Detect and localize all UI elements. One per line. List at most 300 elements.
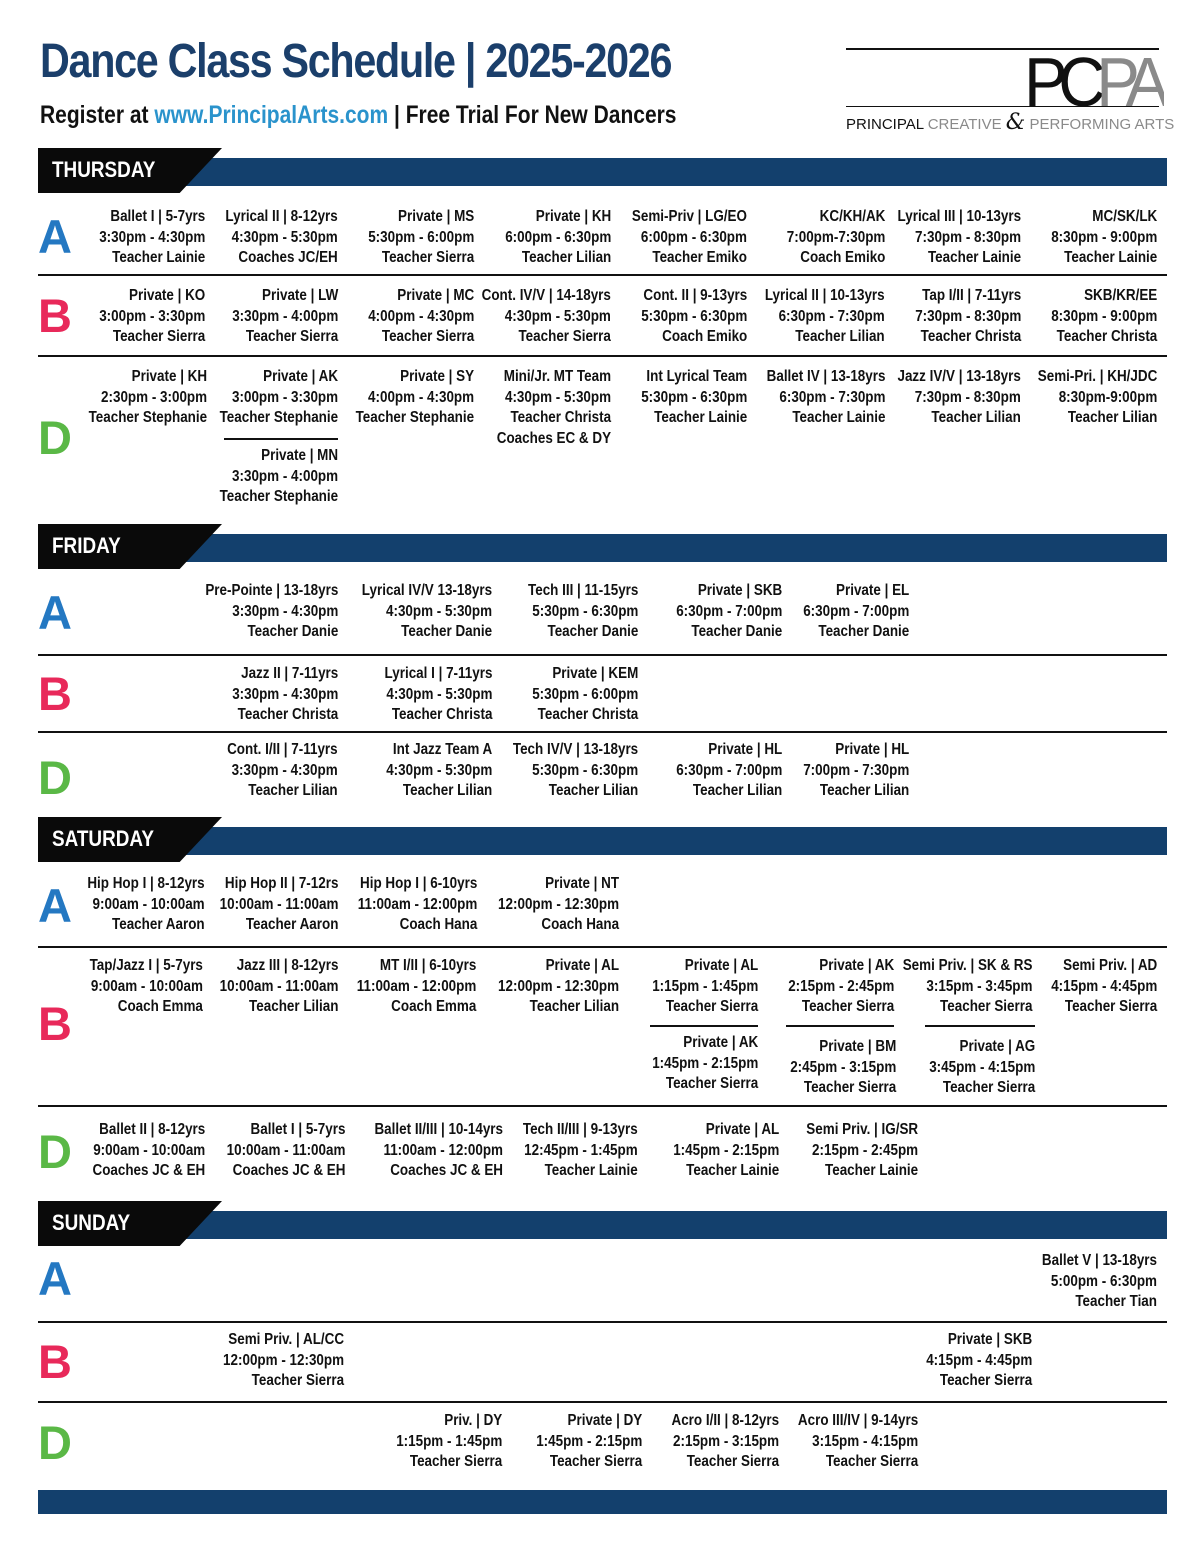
class-instructor: Teacher Sierra: [245, 328, 338, 345]
class-name: Tech IV/V | 13-18yrs: [512, 741, 638, 758]
class-entry: [99, 207, 205, 269]
class-entry: [1042, 1251, 1157, 1313]
class-instructor: Teacher Lilian: [248, 782, 338, 799]
class-name: Private | KO: [128, 287, 205, 304]
class-name: Semi-Pri. | KH/JDC: [1037, 368, 1157, 385]
class-time: 6:00pm - 6:30pm: [640, 228, 747, 246]
class-name: Private | NT: [545, 875, 619, 892]
class-name: Ballet V | 13-18yrs: [1041, 1252, 1157, 1269]
class-name: Lyrical IV/V 13-18yrs: [361, 582, 492, 599]
class-entry: [226, 207, 338, 269]
class-time: 1:45pm - 2:15pm: [672, 1141, 779, 1159]
class-entry: [788, 956, 894, 1018]
class-instructor: Teacher Lainie: [791, 409, 885, 426]
room-label-d: D: [38, 1416, 72, 1469]
class-name: Acro III/IV | 9-14yrs: [797, 1412, 918, 1429]
class-instructor: Teacher Sierra: [112, 328, 205, 345]
class-entry: [396, 1411, 502, 1473]
class-instructor: Teacher Lilian: [692, 782, 782, 799]
class-instructor: Teacher Lilian: [521, 249, 611, 266]
class-instructor: Teacher Sierra: [251, 1372, 344, 1389]
class-time: 3:30pm - 4:30pm: [231, 761, 338, 779]
class-name: Ballet II | 8-12yrs: [98, 1121, 205, 1138]
class-name: SKB/KR/EE: [1083, 287, 1157, 304]
class-time: 3:30pm - 4:30pm: [231, 602, 338, 620]
class-instructor: Teacher Sierra: [939, 998, 1032, 1015]
class-entry: [1051, 286, 1157, 348]
class-entry: [88, 874, 205, 936]
class-time: 4:30pm - 5:30pm: [231, 228, 338, 246]
class-entry: [362, 581, 492, 643]
class-name: Lyrical II | 10-13yrs: [765, 287, 885, 304]
class-entry: [356, 956, 476, 1018]
class-time: 10:00am - 11:00am: [219, 977, 338, 995]
class-instructor: Coaches JC & EH: [232, 1162, 345, 1179]
class-entry: [632, 207, 747, 269]
class-entry: [219, 956, 338, 1018]
room-label-a: A: [38, 1252, 72, 1305]
class-name: Semi Priv. | SK & RS: [902, 957, 1032, 974]
row-divider-thursday: [38, 355, 1167, 357]
class-time: 4:30pm - 5:30pm: [385, 761, 492, 779]
class-name: Private | DY: [567, 1412, 642, 1429]
class-time: 5:00pm - 6:30pm: [1050, 1272, 1157, 1290]
class-name: Int Lyrical Team: [646, 368, 747, 385]
class-name: Ballet I | 5-7yrs: [250, 1121, 345, 1138]
class-entry: [386, 740, 492, 802]
row-divider-thursday: [38, 274, 1167, 276]
day-label-sunday: SUNDAY: [52, 1210, 131, 1235]
class-time: 3:00pm - 3:30pm: [98, 307, 205, 325]
class-separator-rule: [224, 438, 338, 440]
class-instructor: Teacher Christa: [237, 706, 338, 723]
class-time: 11:00am - 12:00pm: [383, 1141, 503, 1159]
register-url-link[interactable]: www.PrincipalArts.com: [154, 101, 389, 129]
class-name: Lyrical I | 7-11yrs: [384, 665, 492, 682]
room-label-d: D: [38, 1125, 72, 1178]
class-name: Semi Priv. | IG/SR: [806, 1121, 918, 1138]
class-instructor: Teacher Lainie: [1063, 249, 1157, 266]
register-suffix: | Free Trial For New Dancers: [388, 101, 677, 129]
class-time: 4:15pm - 4:45pm: [1050, 977, 1157, 995]
class-name: Private | HL: [835, 741, 909, 758]
class-name: Tap I/II | 7-11yrs: [921, 287, 1021, 304]
class-name: Jazz III | 8-12yrs: [236, 957, 338, 974]
class-entry: [926, 1330, 1032, 1392]
class-time: 3:15pm - 4:15pm: [811, 1432, 918, 1450]
class-name: Cont. IV/V | 14-18yrs: [481, 287, 611, 304]
class-entry: [498, 874, 619, 936]
class-entry: [652, 956, 758, 1018]
class-time: 3:30pm - 4:30pm: [98, 228, 205, 246]
class-name: Ballet IV | 13-18yrs: [766, 368, 885, 385]
day-label-saturday: SATURDAY: [52, 826, 154, 851]
class-entry: [368, 286, 474, 348]
class-name: Private | MN: [261, 447, 338, 464]
class-time: 11:00am - 12:00pm: [356, 977, 476, 995]
class-instructor: Teacher Sierra: [686, 1453, 779, 1470]
class-instructor: Teacher Lilian: [819, 782, 909, 799]
class-instructor: Teacher Sierra: [409, 1453, 502, 1470]
class-name: Private | BM: [819, 1038, 896, 1055]
class-instructor: Teacher Danie: [547, 623, 638, 640]
room-label-a: A: [38, 586, 72, 639]
page-subtitle: [40, 101, 676, 130]
class-time: 7:00pm - 7:30pm: [802, 761, 909, 779]
class-time: 8:30pm - 9:00pm: [1050, 228, 1157, 246]
class-time: 9:00am - 10:00am: [92, 1141, 205, 1159]
class-time: 6:30pm - 7:30pm: [778, 307, 885, 325]
class-name: Semi Priv. | AL/CC: [228, 1331, 344, 1348]
class-entry: [90, 956, 203, 1018]
room-label-a: A: [38, 879, 72, 932]
class-entry: [232, 286, 338, 348]
room-label-d: D: [38, 751, 72, 804]
class-instructor: Teacher Lainie: [927, 249, 1021, 266]
class-instructor: Teacher Lilian: [548, 782, 638, 799]
class-name: Acro I/II | 8-12yrs: [671, 1412, 779, 1429]
class-entry: [528, 581, 638, 643]
class-entry: [806, 1120, 918, 1182]
class-time: 1:45pm - 2:15pm: [535, 1432, 642, 1450]
class-instructor: Teacher Christa: [1056, 328, 1157, 345]
day-label-friday: FRIDAY: [52, 533, 121, 558]
class-name: Private | AL: [684, 957, 758, 974]
class-name: Private | KH: [535, 208, 611, 225]
class-time: 5:30pm - 6:30pm: [640, 388, 747, 406]
class-time: 4:15pm - 4:45pm: [925, 1351, 1032, 1369]
logo-top-rule: [846, 48, 1159, 50]
class-time: 5:30pm - 6:30pm: [531, 761, 638, 779]
class-instructor: Teacher Sierra: [665, 998, 758, 1015]
row-divider-friday: [38, 654, 1167, 656]
class-instructor: Teacher Christa: [391, 706, 492, 723]
class-instructor: Teacher Stephanie: [88, 409, 207, 426]
logo-base-rule: [846, 106, 1159, 107]
class-entry: [1051, 207, 1157, 269]
class-entry: [232, 664, 338, 726]
class-instructor: Teacher Sierra: [1064, 998, 1157, 1015]
class-instructor: Teacher Danie: [691, 623, 782, 640]
class-entry: [227, 740, 338, 802]
class-time: 7:00pm-7:30pm: [786, 228, 885, 246]
class-time: 12:00pm - 12:30pm: [497, 977, 619, 995]
class-entry: [226, 1120, 345, 1182]
class-instructor: Teacher Stephanie: [355, 409, 474, 426]
row-divider-saturday: [38, 946, 1167, 948]
logo-mark-text: PC: [1024, 52, 1102, 108]
class-time: 3:45pm - 4:15pm: [928, 1058, 1035, 1076]
class-time: 3:00pm - 3:30pm: [231, 388, 338, 406]
class-instructor: Teacher Tian: [1075, 1293, 1157, 1310]
class-instructor: Coach Hana: [541, 916, 619, 933]
class-instructor: Teacher Sierra: [665, 1075, 758, 1092]
class-instructor: Teacher Christa: [920, 328, 1021, 345]
class-entry: [536, 1411, 642, 1473]
class-instructor: Teacher Sierra: [801, 998, 894, 1015]
class-entry: [482, 286, 611, 348]
class-instructor: Teacher Stephanie: [219, 488, 338, 505]
class-time: 11:00am - 12:00pm: [357, 895, 477, 913]
class-time: 1:45pm - 2:15pm: [651, 1054, 758, 1072]
class-instructor: Teacher Christa: [510, 409, 611, 426]
class-instructor: Teacher Lilian: [795, 328, 885, 345]
class-name: Pre-Pointe | 13-18yrs: [205, 582, 338, 599]
class-name: Private | MS: [397, 208, 474, 225]
class-name: Private | SKB: [947, 1331, 1032, 1348]
class-time: 8:30pm-9:00pm: [1058, 388, 1157, 406]
class-time: 5:30pm - 6:30pm: [531, 602, 638, 620]
class-name: Private | SY: [400, 368, 474, 385]
class-time: 3:15pm - 3:45pm: [925, 977, 1032, 995]
class-name: MC/SK/LK: [1092, 208, 1157, 225]
class-name: Priv. | DY: [443, 1412, 502, 1429]
class-time: 3:30pm - 4:00pm: [231, 467, 338, 485]
class-instructor: Teacher Lilian: [1067, 409, 1157, 426]
class-instructor: Teacher Sierra: [939, 1372, 1032, 1389]
class-name: Lyrical III | 10-13yrs: [897, 208, 1021, 225]
room-label-b: B: [38, 289, 72, 342]
class-instructor: Coaches JC & EH: [92, 1162, 205, 1179]
svg-text:PCPA: PCPA: [1024, 52, 1164, 108]
class-name: Tech III | 11-15yrs: [527, 582, 638, 599]
class-name: Semi Priv. | AD: [1062, 957, 1157, 974]
class-instructor: Teacher Danie: [401, 623, 492, 640]
class-entry: [88, 367, 207, 429]
class-entry: [219, 367, 338, 429]
class-name: Private | AK: [819, 957, 894, 974]
class-instructor: Coach Emiko: [661, 328, 747, 345]
class-entry: [766, 367, 885, 429]
class-entry: [902, 956, 1032, 1018]
class-name: Private | LW: [261, 287, 338, 304]
room-label-a: A: [38, 210, 72, 263]
row-divider-sunday: [38, 1401, 1167, 1403]
class-name: Jazz IV/V | 13-18yrs: [897, 368, 1021, 385]
class-time: 2:45pm - 3:15pm: [789, 1058, 896, 1076]
class-instructor: Teacher Lilian: [931, 409, 1021, 426]
class-separator-rule: [786, 1025, 894, 1027]
class-instructor: Coaches EC & DY: [496, 429, 611, 447]
class-time: 5:30pm - 6:00pm: [367, 228, 474, 246]
class-name: Hip Hop I | 6-10yrs: [359, 875, 477, 892]
class-time: 12:45pm - 1:45pm: [524, 1141, 638, 1159]
class-instructor: Coach Emma: [390, 998, 476, 1015]
class-instructor: Coaches JC/EH: [238, 249, 338, 266]
class-time: 7:30pm - 8:30pm: [914, 228, 1021, 246]
class-time: 4:30pm - 5:30pm: [504, 388, 611, 406]
footer-bar: [38, 1490, 1167, 1514]
class-name: Semi-Priv | LG/EO: [631, 208, 747, 225]
room-label-d: D: [38, 411, 72, 464]
class-time: 5:30pm - 6:30pm: [640, 307, 747, 325]
class-time: 2:30pm - 3:00pm: [100, 388, 207, 406]
class-name: Hip Hop II | 7-12rs: [224, 875, 338, 892]
class-entry: [497, 367, 611, 449]
class-name: Ballet II/III | 10-14yrs: [374, 1121, 503, 1138]
class-time: 4:00pm - 4:30pm: [367, 307, 474, 325]
class-entry: [676, 581, 782, 643]
class-name: Private | HL: [708, 741, 782, 758]
class-instructor: Teacher Lilian: [529, 998, 619, 1015]
class-name: Private | AK: [263, 368, 338, 385]
class-entry: [223, 1330, 344, 1392]
class-time: 12:00pm - 12:30pm: [497, 895, 619, 913]
class-name: Private | KH: [131, 368, 207, 385]
class-entry: [384, 664, 492, 726]
class-entry: [355, 367, 474, 429]
class-instructor: Teacher Lainie: [544, 1162, 638, 1179]
class-entry: [929, 1037, 1035, 1099]
class-entry: [219, 874, 338, 936]
class-entry: [1051, 956, 1157, 1018]
class-instructor: Teacher Sierra: [518, 328, 611, 345]
class-time: 5:30pm - 6:00pm: [531, 685, 638, 703]
class-name: Private | AL: [545, 957, 619, 974]
class-time: 6:30pm - 7:00pm: [675, 761, 782, 779]
class-name: Mini/Jr. MT Team: [503, 368, 611, 385]
class-entry: [641, 367, 747, 429]
class-name: Private | AL: [705, 1121, 779, 1138]
class-instructor: Coach Emma: [117, 998, 203, 1015]
class-time: 6:30pm - 7:00pm: [802, 602, 909, 620]
class-instructor: Teacher Danie: [818, 623, 909, 640]
logo-wordmark: PRINCIPAL CREATIVE & PERFORMING ARTS: [846, 110, 1175, 135]
class-entry: [803, 581, 909, 643]
room-label-b: B: [38, 997, 72, 1050]
class-name: Ballet I | 5-7yrs: [110, 208, 205, 225]
room-label-b: B: [38, 667, 72, 720]
class-entry: [99, 286, 205, 348]
class-instructor: Teacher Emiko: [652, 249, 747, 266]
row-divider-friday: [38, 731, 1167, 733]
class-instructor: Teacher Sierra: [549, 1453, 642, 1470]
class-entry: [219, 446, 338, 508]
class-time: 9:00am - 10:00am: [90, 977, 203, 995]
class-name: Private | MC: [397, 287, 474, 304]
class-time: 4:30pm - 5:30pm: [504, 307, 611, 325]
class-entry: [523, 1120, 638, 1182]
class-instructor: Teacher Stephanie: [219, 409, 338, 426]
class-entry: [205, 581, 338, 643]
class-time: 9:00am - 10:00am: [92, 895, 205, 913]
class-entry: [671, 1411, 779, 1473]
class-instructor: Coach Emiko: [799, 249, 885, 266]
class-entry: [368, 207, 474, 269]
class-entry: [765, 286, 885, 348]
room-label-b: B: [38, 1335, 72, 1388]
class-name: Lyrical II | 8-12yrs: [225, 208, 338, 225]
class-entry: [798, 1411, 918, 1473]
class-name: Hip Hop I | 8-12yrs: [87, 875, 205, 892]
day-label-thursday: THURSDAY: [52, 157, 156, 182]
class-entry: [374, 1120, 503, 1182]
class-entry: [790, 1037, 896, 1099]
class-entry: [897, 207, 1021, 269]
class-instructor: Teacher Lilian: [402, 782, 492, 799]
class-instructor: Teacher Sierra: [381, 249, 474, 266]
class-entry: [915, 286, 1021, 348]
class-entry: [803, 740, 909, 802]
class-instructor: Teacher Lainie: [824, 1162, 918, 1179]
class-name: Tap/Jazz I | 5-7yrs: [89, 957, 203, 974]
row-divider-sunday: [38, 1321, 1167, 1323]
class-entry: [641, 286, 747, 348]
class-instructor: Coach Hana: [399, 916, 477, 933]
class-time: 7:30pm - 8:30pm: [914, 388, 1021, 406]
class-instructor: Teacher Lainie: [653, 409, 747, 426]
class-name: MT I/II | 6-10yrs: [379, 957, 476, 974]
class-time: 10:00am - 11:00am: [219, 895, 338, 913]
class-time: 12:00pm - 12:30pm: [222, 1351, 344, 1369]
class-instructor: Teacher Lilian: [248, 998, 338, 1015]
class-name: Jazz II | 7-11yrs: [240, 665, 338, 682]
class-time: 8:30pm - 9:00pm: [1050, 307, 1157, 325]
class-entry: [513, 740, 638, 802]
class-name: Private | SKB: [697, 582, 782, 599]
class-name: Cont. I/II | 7-11yrs: [227, 741, 338, 758]
class-time: 4:30pm - 5:30pm: [385, 602, 492, 620]
class-instructor: Teacher Lainie: [111, 249, 205, 266]
class-instructor: Teacher Sierra: [942, 1079, 1035, 1096]
class-time: 1:15pm - 1:45pm: [395, 1432, 502, 1450]
class-separator-rule: [650, 1025, 758, 1027]
class-instructor: Teacher Christa: [537, 706, 638, 723]
class-time: 6:30pm - 7:30pm: [778, 388, 885, 406]
class-time: 4:30pm - 5:30pm: [385, 685, 492, 703]
class-name: Int Jazz Team A: [392, 741, 492, 758]
class-instructor: Teacher Sierra: [381, 328, 474, 345]
class-entry: [676, 740, 782, 802]
class-time: 6:00pm - 6:30pm: [504, 228, 611, 246]
class-time: 4:00pm - 4:30pm: [367, 388, 474, 406]
class-time: 1:15pm - 1:45pm: [651, 977, 758, 995]
class-instructor: Teacher Aaron: [112, 916, 205, 933]
class-name: Private | AG: [959, 1038, 1035, 1055]
class-name: Private | EL: [835, 582, 909, 599]
class-entry: [673, 1120, 779, 1182]
class-instructor: Teacher Danie: [247, 623, 338, 640]
class-time: 3:30pm - 4:00pm: [231, 307, 338, 325]
page-title: Dance Class Schedule | 2025-2026: [40, 35, 672, 88]
class-time: 2:15pm - 3:15pm: [672, 1432, 779, 1450]
class-instructor: Coaches JC & EH: [390, 1162, 503, 1179]
class-name: Private | KEM: [552, 665, 638, 682]
class-instructor: Teacher Sierra: [825, 1453, 918, 1470]
class-time: 10:00am - 11:00am: [226, 1141, 345, 1159]
class-entry: [532, 664, 638, 726]
class-entry: [92, 1120, 205, 1182]
pcpa-logo-mark: [1024, 52, 1164, 108]
class-name: Cont. II | 9-13yrs: [643, 287, 747, 304]
class-entry: [505, 207, 611, 269]
class-name: Private | AK: [683, 1034, 758, 1051]
class-entry: [652, 1033, 758, 1095]
class-entry: [357, 874, 477, 936]
class-name: Tech II/III | 9-13yrs: [523, 1121, 638, 1138]
class-time: 6:30pm - 7:00pm: [675, 602, 782, 620]
class-separator-rule: [925, 1025, 1035, 1027]
class-instructor: Teacher Lainie: [685, 1162, 779, 1179]
class-name: KC/KH/AK: [819, 208, 885, 225]
class-entry: [898, 367, 1021, 429]
class-entry: [1037, 367, 1157, 429]
class-entry: [786, 207, 885, 269]
row-divider-saturday: [38, 1105, 1167, 1107]
class-time: 2:15pm - 2:45pm: [811, 1141, 918, 1159]
class-entry: [498, 956, 619, 1018]
class-instructor: Teacher Sierra: [803, 1079, 896, 1096]
